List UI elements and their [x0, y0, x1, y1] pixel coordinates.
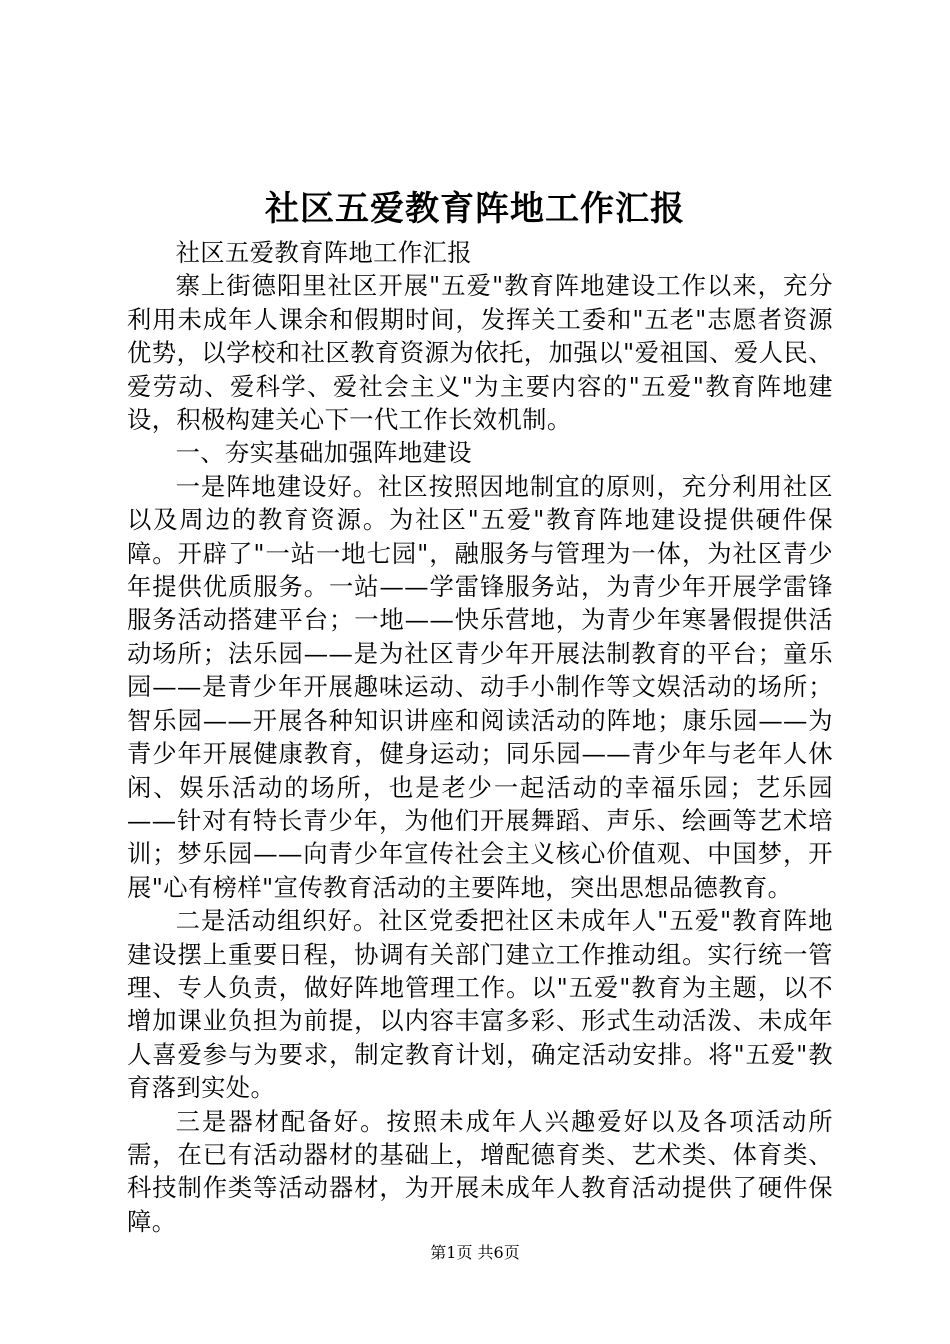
page-number: 第1页 共6页 — [430, 1243, 520, 1262]
paragraph-subtitle: 社区五爱教育阵地工作汇报 — [175, 238, 472, 267]
paragraph-intro: 寨上街德阳里社区开展"五爱"教育阵地建设工作以来，充分利用未成年人课余和假期时间，发挥关工委和"五老"志愿者资源优势，以学校和社区教育资源为依托，加强以"爱祖国、爱人民、爱劳动、爱科学、爱社会主义"为主要内容的"五爱"教育阵地建设，积极构建关心下一代工作长效机制。 — [127, 271, 833, 435]
paragraph-point-three: 三是器材配备好。按照未成年人兴趣爱好以及各项活动所需，在已有活动器材的基础上，增配德育类、艺术类、体育类、科技制作类等活动器材，为开展未成年人教育活动提供了硬件保障。 — [127, 1106, 833, 1236]
paragraph-point-one: 一是阵地建设好。社区按照因地制宜的原则，充分利用社区以及周边的教育资源。为社区"五爱"教育阵地建设提供硬件保障。开辟了"一站一地七园"，融服务与管理为一体，为社区青少年提供优质服务。一站——学雷锋服务站，为青少年开展学雷锋服务活动搭建平台；一地——快乐营地，为青少年寒暑假提供活动场所；法乐园——是为社区青少年开展法制教育的平台；童乐园——是青少年开展趣味运动、动手小制作等文娱活动的场所；智乐园——开展各种知识讲座和阅读活动的阵地；康乐园——为青少年开展健康教育，健身运动；同乐园——青少年与老年人休闲、娱乐活动的场所，也是老少一起活动的幸福乐园；艺乐园——针对有特长青少年，为他们开展舞蹈、声乐、绘画等艺术培训；梦乐园——向青少年宣传社会主义核心价值观、中国梦，开展"心有榜样"宣传教育活动的主要阵地，突出思想品德教育。 — [127, 471, 833, 902]
section-heading: 一、夯实基础加强阵地建设 — [175, 438, 472, 468]
document-title: 社区五爱教育阵地工作汇报 — [265, 189, 685, 229]
document-body — [127, 236, 833, 1238]
paragraph-point-two: 二是活动组织好。社区党委把社区未成年人"五爱"教育阵地建设摆上重要日程，协调有关部门建立工作推动组。实行统一管理、专人负责，做好阵地管理工作。以"五爱"教育为主题，以不增加课业负担为前提，以内容丰富多彩、形式生动活泼、未成年人喜爱参与为要求，制定教育计划，确定活动安排。将"五爱"教育落到实处。 — [127, 906, 833, 1103]
